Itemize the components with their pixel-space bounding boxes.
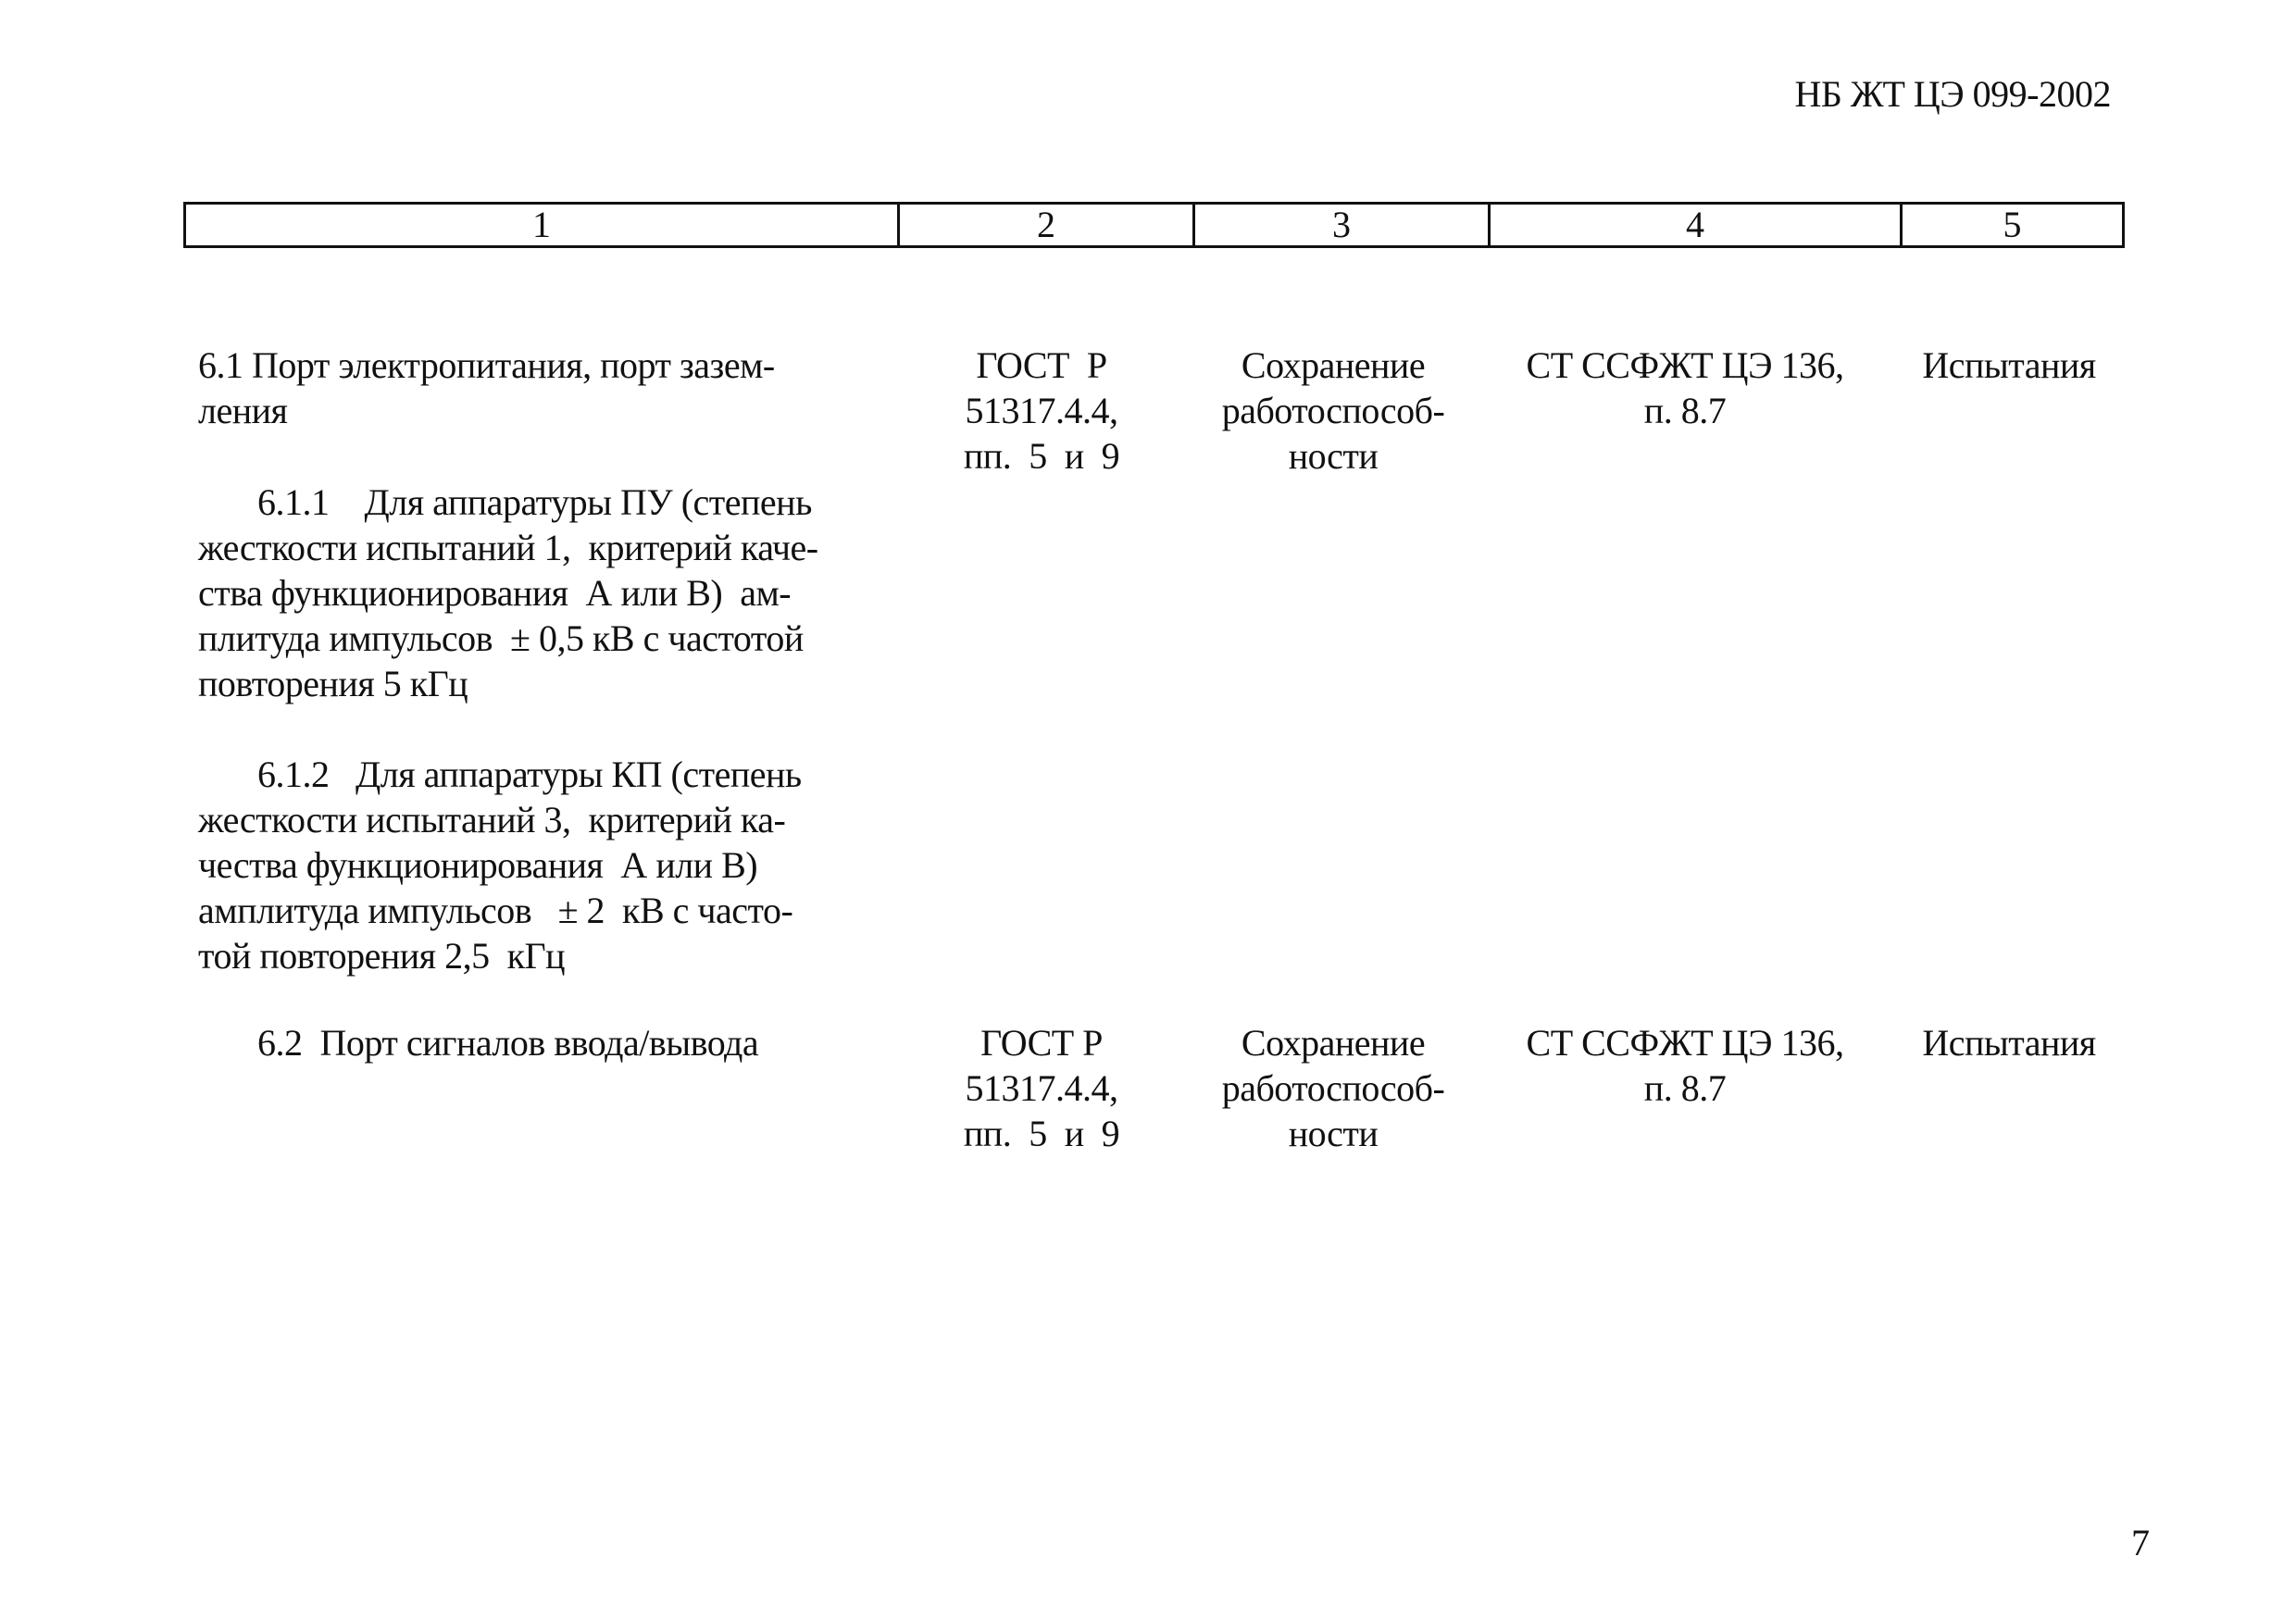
text-line: ГОСТ Р [980,1022,1103,1064]
text-line: Испытания [1922,344,2096,386]
text-line: той повторения 2,5 кГц [198,935,566,977]
row-6-2-criterion [1194,1020,1472,1156]
column-number-row [185,204,2124,247]
text-line: ГОСТ Р [976,344,1107,386]
text-line: ности [1288,435,1379,477]
text-line: ства функционирования А или В) ам- [198,572,792,614]
page-number: 7 [2131,1522,2150,1563]
text-line: жесткости испытаний 3, критерий ка- [198,799,786,841]
row-6-2-description [198,1020,905,1065]
row-6-1-description [198,342,883,433]
row-6-2-method [1889,1020,2129,1065]
text-line: Сохранение [1241,344,1426,386]
text-line: 6.1.2 Для аппаратуры КП (степень [257,753,802,795]
row-6-1-2-description [198,752,902,978]
row-6-1-criterion [1194,342,1472,479]
column-number-1: 1 [185,204,899,247]
text-line: чества функционирования А или В) [198,844,758,886]
row-6-1-1-description [198,479,902,706]
column-number-3: 3 [1194,204,1490,247]
text-line: 51317.4.4, [965,1067,1118,1109]
column-number-table [183,202,2125,248]
text-line: 6.1 Порт электропитания, порт зазем- [198,344,775,386]
column-number-4: 4 [1490,204,1902,247]
column-number-5: 5 [1902,204,2124,247]
text-line: 6.1.1 Для аппаратуры ПУ (степень [257,481,812,523]
text-line: плитуда импульсов ± 0,5 кВ с частотой [198,617,804,659]
row-6-1-standard [926,342,1157,479]
document-code: НБ ЖТ ЦЭ 099-2002 [1794,73,2111,115]
text-line: амплитуда импульсов ± 2 кВ с часто- [198,890,793,931]
column-number-2: 2 [899,204,1194,247]
text-line: п. 8.7 [1643,1067,1727,1109]
text-line: Сохранение [1241,1022,1426,1064]
text-line: пп. 5 и 9 [963,435,1120,477]
text-line: ления [198,390,288,431]
text-line: жесткости испытаний 1, критерий каче- [198,527,818,568]
row-6-1-method [1889,342,2129,388]
text-line: СТ ССФЖТ ЦЭ 136, [1526,344,1844,386]
text-line: СТ ССФЖТ ЦЭ 136, [1526,1022,1844,1064]
row-6-1-reference [1481,342,1889,433]
text-line: работоспособ- [1221,390,1445,431]
text-line: 6.2 Порт сигналов ввода/вывода [257,1022,759,1064]
text-line: 51317.4.4, [965,390,1118,431]
text-line: ности [1288,1113,1379,1154]
text-line: пп. 5 и 9 [963,1113,1120,1154]
row-6-2-standard [926,1020,1157,1156]
row-6-2-reference [1481,1020,1889,1111]
text-line: повторения 5 кГц [198,663,468,704]
text-line: Испытания [1922,1022,2096,1064]
text-line: п. 8.7 [1643,390,1727,431]
text-line: работоспособ- [1221,1067,1445,1109]
